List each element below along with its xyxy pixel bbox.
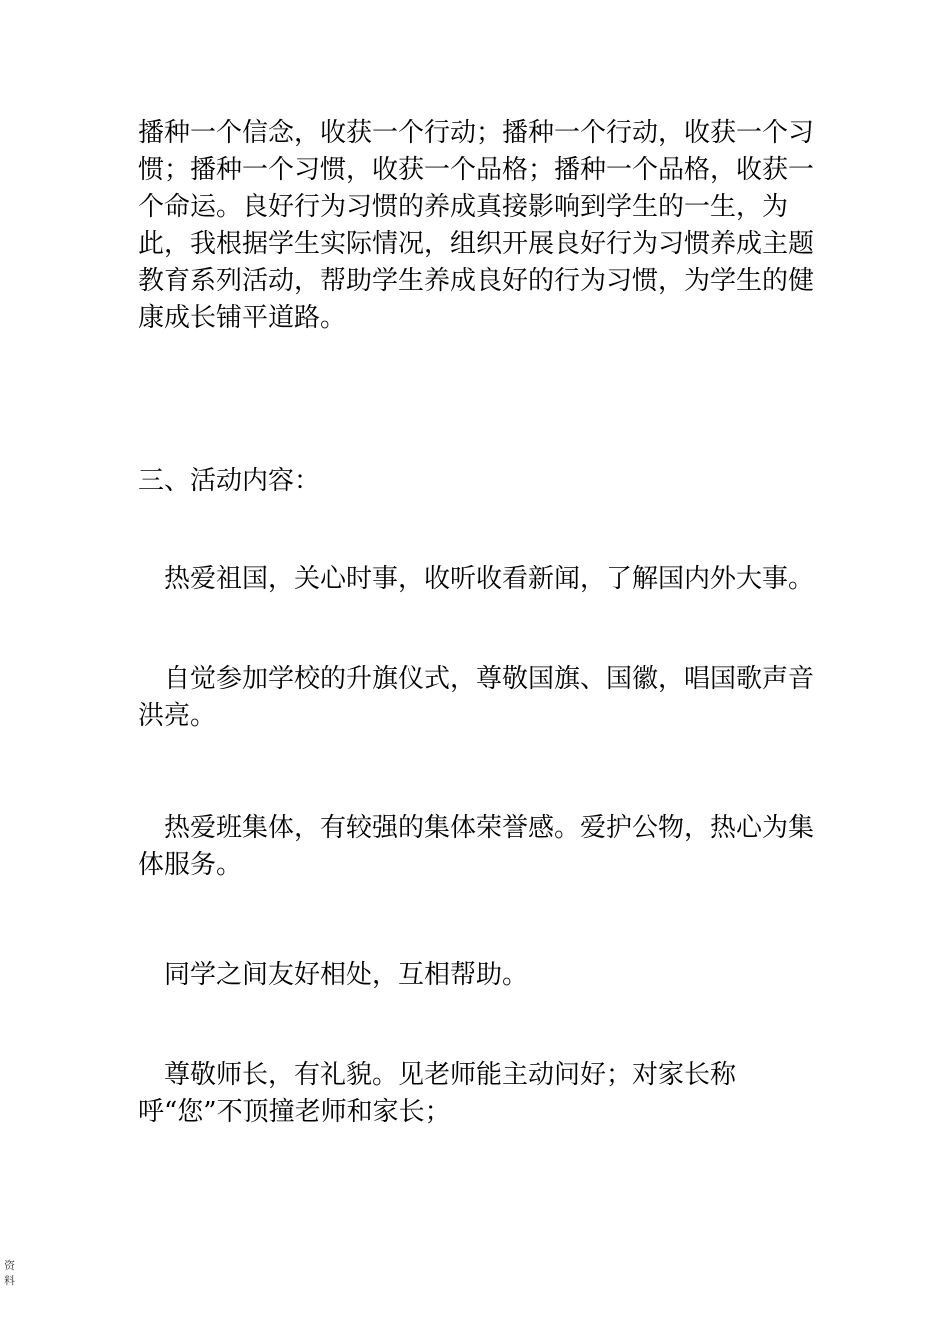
- content-item-4: 同学之间友好相处，互相帮助。: [164, 960, 529, 990]
- content-item-1: 热爱祖国，关心时事，收听收看新闻，了解国内外大事。: [164, 564, 815, 594]
- footer-note: 资料: [4, 1259, 15, 1287]
- section-heading: 三、活动内容：: [138, 466, 321, 496]
- intro-paragraph: 播种一个信念，收获一个行动；播种一个行动，收获一个习惯；播种一个习惯，收获一个品格；播种一个品格，收获一个命运。良好行为习惯的养成真接影响到学生的一生，为此，我根据学生实际情况，组织开展良好行为习惯养成主题教育系列活动，帮助学生养成良好的行为习惯，为学生的健康成长铺平道路。: [138, 118, 815, 333]
- content-item-5: 尊敬师长，有礼貌。见老师能主动问好；对家长称呼“您”不顶撞老师和家长；: [138, 1060, 737, 1127]
- content-item-2: 自觉参加学校的升旗仪式，尊敬国旗、国徽，唱国歌声音洪亮。: [138, 664, 815, 731]
- content-item-3: 热爱班集体，有较强的集体荣誉感。爱护公物，热心为集体服务。: [138, 813, 815, 880]
